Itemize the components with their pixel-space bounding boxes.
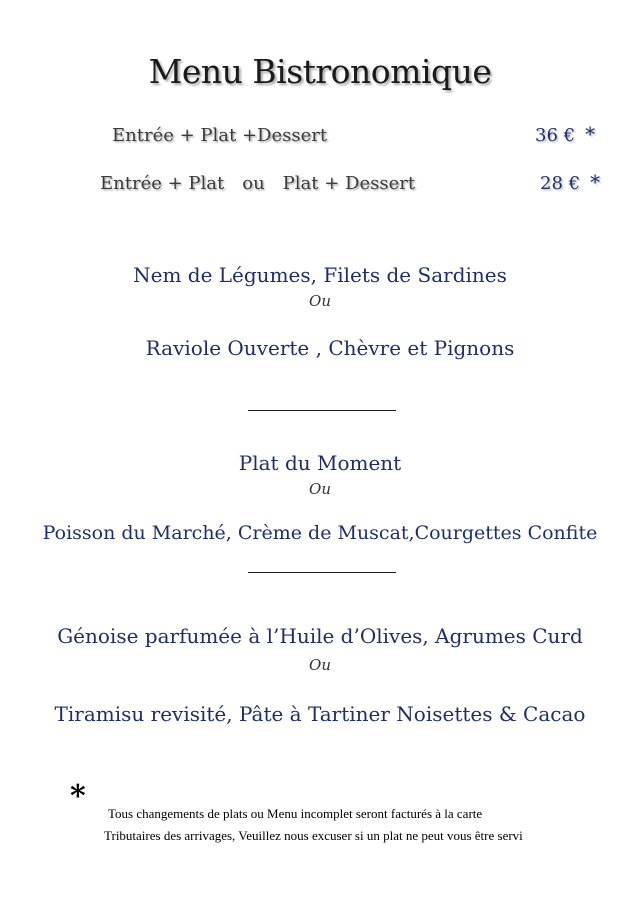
plat-option-2: Poisson du Marché, Crème de Muscat,Courgettes Confite [42, 522, 598, 544]
formula-partial-price-row [540, 170, 600, 194]
formula-full-label: Entrée + Plat +Dessert [112, 125, 328, 146]
entree-option-1: Nem de Légumes, Filets de Sardines [133, 263, 507, 287]
divider-1 [248, 410, 396, 411]
divider-2 [248, 572, 396, 573]
entree-separator: Ou [309, 292, 331, 310]
dessert-option-1: Génoise parfumée à l’Huile d’Olives, Agrumes Curd [57, 624, 583, 648]
formula-partial-label-b: Plat + Dessert [282, 173, 416, 194]
plat-option-1: Plat du Moment [238, 451, 402, 475]
dessert-separator: Ou [309, 656, 331, 674]
formula-partial-label [100, 173, 415, 194]
formula-partial-marker: * [590, 170, 601, 194]
formula-partial-label-a: Entrée + Plat [100, 173, 225, 194]
footnote-line-1: Tous changements de plats ou Menu incomplet seront facturés à la carte [108, 806, 483, 821]
formula-full-price-row [535, 122, 595, 146]
menu-title: Menu Bistronomique [148, 52, 492, 91]
formula-full-price: 36 € [535, 125, 576, 146]
formula-full-marker: * [585, 122, 596, 146]
dessert-option-2: Tiramisu revisité, Pâte à Tartiner Noisettes & Cacao [54, 702, 586, 726]
formula-partial-conjunction: ou [242, 173, 265, 194]
formula-partial-price: 28 € [540, 173, 581, 194]
footnote-marker: * [70, 779, 86, 814]
entree-option-2: Raviole Ouverte , Chèvre et Pignons [145, 336, 515, 360]
plat-separator: Ou [309, 480, 331, 498]
footnote-line-2: Tributaires des arrivages, Veuillez nous excuser si un plat ne peut vous être servi [104, 828, 523, 843]
